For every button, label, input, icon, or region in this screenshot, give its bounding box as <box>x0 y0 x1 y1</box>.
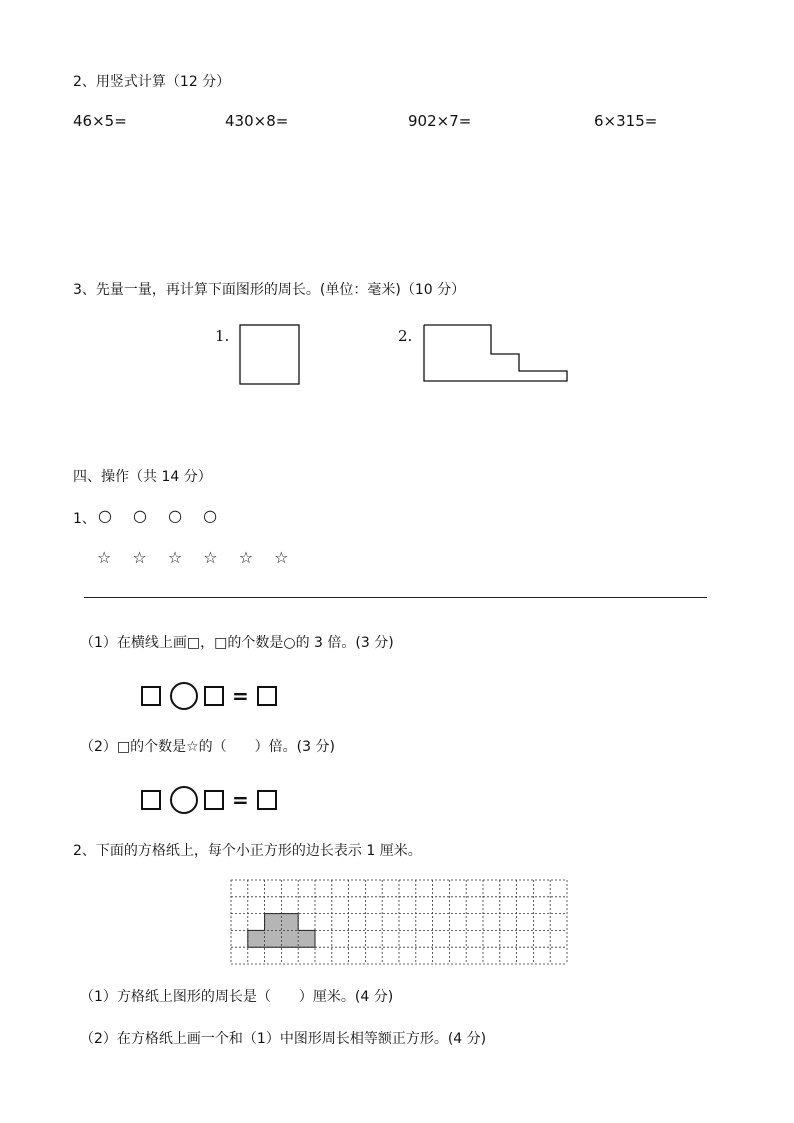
shaded-cell <box>265 914 282 931</box>
figure-1-label: 1. <box>215 327 230 345</box>
q2-title: 2、用竖式计算（12 分） <box>73 74 231 90</box>
item2-title: 2、下面的方格纸上，每个小正方形的边长表示 1 厘米。 <box>73 843 422 859</box>
star-row: ☆ ☆ ☆ ☆ ☆ ☆ <box>97 548 297 567</box>
circle-row: ○ ○ ○ ○ <box>98 506 226 525</box>
item1-sub1: （1）在横线上画□，□的个数是○的 3 倍。(3 分) <box>80 635 394 651</box>
problem-4: 6×315= <box>594 112 658 130</box>
shaded-cell <box>248 930 265 947</box>
item2-sub1: （1）方格纸上图形的周长是（ ）厘米。(4 分) <box>80 989 394 1005</box>
equals-sign-2: = <box>232 788 249 812</box>
item1-sub2: （2）□的个数是☆的（ ）倍。(3 分) <box>80 739 335 755</box>
shaded-cell <box>281 914 298 931</box>
item2-sub2: （2）在方格纸上画一个和（1）中图形周长相等额正方形。(4 分) <box>80 1031 487 1047</box>
shaded-cell <box>298 930 315 947</box>
shaded-cell <box>281 930 298 947</box>
figure-2-label: 2. <box>398 327 413 345</box>
section4-title: 四、操作（共 14 分） <box>73 469 212 485</box>
problem-2: 430×8= <box>225 112 289 130</box>
problem-3: 902×7= <box>408 112 472 130</box>
equals-sign-1: = <box>232 684 249 708</box>
shaded-cell <box>265 930 282 947</box>
problem-1: 46×5= <box>73 112 127 130</box>
item1-number: 1、 <box>73 511 96 527</box>
q3-title: 3、先量一量，再计算下面图形的周长。(单位：毫米)（10 分） <box>73 282 466 298</box>
